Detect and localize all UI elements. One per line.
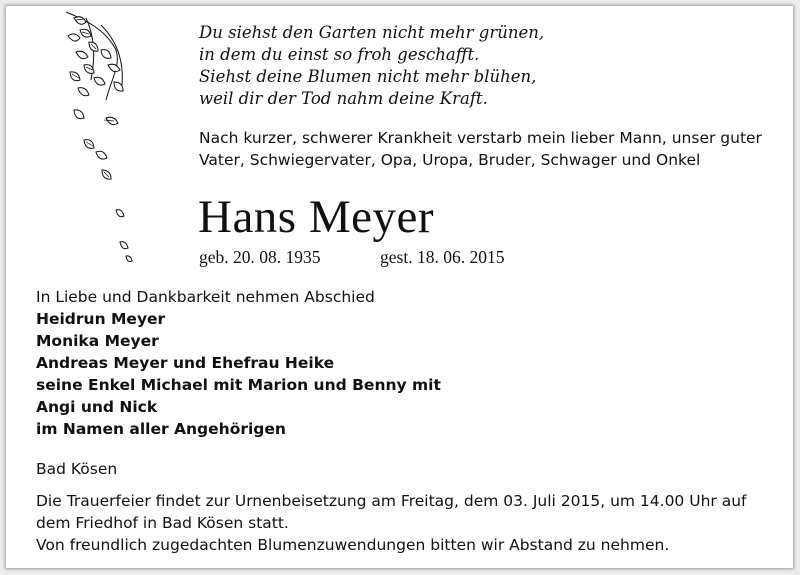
birth-date: geb. 20. 08. 1935 xyxy=(199,247,321,267)
mourners-block xyxy=(36,286,441,440)
funeral-info xyxy=(36,490,746,556)
mourner-name: Monika Meyer xyxy=(36,332,159,350)
place: Bad Kösen xyxy=(36,460,118,478)
announcement-line: Vater, Schwiegervater, Opa, Uropa, Bruder, Schwager und Onkel xyxy=(199,151,701,169)
poem xyxy=(199,22,544,110)
mourners-intro: In Liebe und Dankbarkeit nehmen Abschied xyxy=(36,288,375,306)
mourner-name: Andreas Meyer und Ehefrau Heike xyxy=(36,354,335,372)
mourner-name: seine Enkel Michael mit Marion und Benny mit xyxy=(36,376,441,394)
death-date: gest. 18. 06. 2015 xyxy=(380,247,505,267)
mourner-name: Heidrun Meyer xyxy=(36,310,166,328)
funeral-line: Die Trauerfeier findet zur Urnenbeisetzung am Freitag, dem 03. Juli 2015, um 14.00 Uhr auf xyxy=(36,492,747,510)
poem-line: in dem du einst so froh geschafft. xyxy=(199,45,480,64)
death-announcement xyxy=(199,127,762,171)
mourner-name: Angi und Nick xyxy=(36,398,158,416)
mourner-name: im Namen aller Angehörigen xyxy=(36,420,286,438)
poem-line: Siehst deine Blumen nicht mehr blühen, xyxy=(199,67,537,86)
funeral-line: dem Friedhof in Bad Kösen statt. xyxy=(36,514,289,532)
funeral-line: Von freundlich zugedachten Blumenzuwendungen bitten wir Abstand zu nehmen. xyxy=(36,536,670,554)
deceased-name: Hans Meyer xyxy=(198,191,435,243)
announcement-line: Nach kurzer, schwerer Krankheit verstarb mein lieber Mann, unser guter xyxy=(199,129,762,147)
poem-line: Du siehst den Garten nicht mehr grünen, xyxy=(199,23,545,42)
falling-leaves-illustration xyxy=(56,10,146,270)
poem-line: weil dir der Tod nahm deine Kraft. xyxy=(199,89,488,108)
